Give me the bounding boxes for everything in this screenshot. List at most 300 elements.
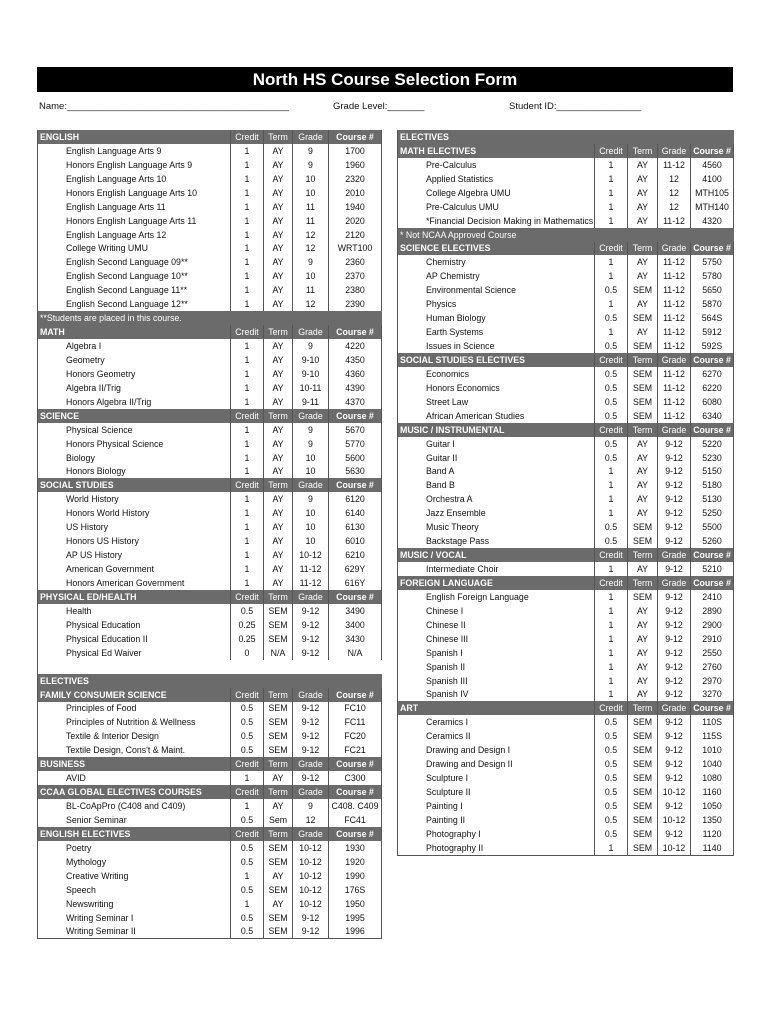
course-row[interactable] [398, 339, 734, 353]
grade-value: 9-12 [658, 451, 691, 465]
section-title: ART [398, 701, 595, 715]
student-info-line [37, 101, 733, 115]
course-row[interactable] [398, 590, 734, 604]
credit-value: 1 [231, 799, 264, 813]
course-number: 3400 [329, 618, 382, 632]
grade-value: 9 [293, 492, 329, 506]
section-note: * Not NCAA Approved Course [398, 228, 734, 242]
grade-header: Grade [658, 144, 691, 158]
course-row[interactable] [398, 283, 734, 297]
term-value: AY [264, 465, 293, 479]
section-title: BUSINESS [38, 757, 231, 771]
course-row[interactable] [38, 632, 382, 646]
credit-value: 1 [595, 255, 628, 269]
course-row[interactable] [38, 297, 382, 311]
course-row[interactable] [38, 353, 382, 367]
course-number: 4220 [329, 339, 382, 353]
grade-value: 11 [293, 283, 329, 297]
grade-value: 11-12 [658, 269, 691, 283]
course-name: Drawing and Design I [426, 745, 511, 756]
credit-value: 1 [231, 172, 264, 186]
term-value: SEM [628, 841, 658, 855]
term-value: AY [628, 172, 658, 186]
course-row[interactable] [38, 604, 382, 618]
term-value: AY [264, 353, 293, 367]
grade-value: 9-12 [658, 478, 691, 492]
course-row[interactable] [398, 827, 734, 841]
course-name: Pre-Calculus UMU [426, 201, 499, 212]
term-value: AY [264, 451, 293, 465]
course-row[interactable] [398, 562, 734, 576]
course-number-header: Course # [329, 757, 382, 771]
term-value: AY [264, 242, 293, 256]
course-number: 5210 [691, 562, 734, 576]
course-name: Physics [426, 299, 457, 310]
course-row[interactable] [38, 534, 382, 548]
electives-title-row [38, 674, 382, 688]
course-row[interactable] [38, 186, 382, 200]
course-row[interactable] [38, 367, 382, 381]
course-number: 2320 [329, 172, 382, 186]
term-header: Term [628, 548, 658, 562]
course-row[interactable] [398, 172, 734, 186]
course-number: 6140 [329, 506, 382, 520]
term-value: AY [628, 688, 658, 702]
course-name: Band B [426, 480, 455, 491]
grade-value: 9-12 [658, 646, 691, 660]
course-name: Human Biology [426, 313, 486, 324]
course-row[interactable] [38, 702, 382, 716]
credit-value: 0.5 [231, 911, 264, 925]
course-name: AVID [66, 773, 86, 784]
course-row[interactable] [38, 492, 382, 506]
course-row[interactable] [398, 660, 734, 674]
course-row[interactable] [398, 325, 734, 339]
course-number: 2370 [329, 269, 382, 283]
term-value: AY [264, 158, 293, 172]
course-row[interactable] [38, 228, 382, 242]
grade-value: 9-12 [293, 771, 329, 785]
course-row[interactable] [398, 604, 734, 618]
course-name: Spanish I [426, 647, 463, 658]
course-row[interactable] [38, 925, 382, 939]
course-name: Spanish II [426, 661, 466, 672]
course-name: Writing Seminar II [66, 926, 136, 937]
course-row[interactable] [38, 911, 382, 925]
course-row[interactable] [398, 214, 734, 228]
course-name: Physical Ed Waiver [66, 647, 142, 658]
course-row[interactable] [38, 548, 382, 562]
course-number: FC41 [329, 813, 382, 827]
grade-value: 10-12 [293, 897, 329, 911]
credit-value: 0.5 [595, 785, 628, 799]
grade-value: 9-12 [658, 632, 691, 646]
course-name: Ceramics I [426, 717, 469, 728]
course-row[interactable] [38, 729, 382, 743]
course-row[interactable] [38, 715, 382, 729]
grade-value: 9-12 [293, 702, 329, 716]
course-row[interactable] [398, 841, 734, 855]
right-course-table [397, 130, 734, 856]
section-spacer [38, 660, 382, 674]
term-value: AY [264, 506, 293, 520]
grade-value: 10-11 [293, 381, 329, 395]
term-value: SEM [264, 925, 293, 939]
course-row[interactable] [398, 646, 734, 660]
credit-value: 1 [231, 200, 264, 214]
course-row[interactable] [398, 409, 734, 423]
course-number: 1080 [691, 771, 734, 785]
course-name: Honors World History [66, 508, 150, 519]
course-row[interactable] [398, 799, 734, 813]
term-value: SEM [264, 702, 293, 716]
credit-header: Credit [595, 701, 628, 715]
credit-value: 1 [595, 325, 628, 339]
course-name: Honors Geometry [66, 368, 136, 379]
term-value: AY [628, 646, 658, 660]
term-header: Term [264, 785, 293, 799]
course-row[interactable] [38, 869, 382, 883]
course-name: Street Law [426, 396, 469, 407]
course-row[interactable] [398, 688, 734, 702]
grade-value: 10-12 [293, 841, 329, 855]
term-value: AY [628, 158, 658, 172]
course-row[interactable] [398, 534, 734, 548]
course-row[interactable] [398, 269, 734, 283]
course-number: 1990 [329, 869, 382, 883]
term-value: AY [264, 423, 293, 437]
course-name: Honors English Language Arts 10 [66, 187, 198, 198]
term-value: SEM [628, 590, 658, 604]
term-value: AY [264, 297, 293, 311]
term-header: Term [628, 242, 658, 256]
grade-value: 9-12 [293, 632, 329, 646]
grade-header: Grade [293, 478, 329, 492]
course-row[interactable] [38, 841, 382, 855]
course-number: 176S [329, 883, 382, 897]
course-number-header: Course # [329, 688, 382, 702]
course-name: Honors Biology [66, 466, 126, 477]
course-row[interactable] [398, 618, 734, 632]
course-row[interactable] [398, 715, 734, 729]
course-row[interactable] [38, 339, 382, 353]
course-number: 2890 [691, 604, 734, 618]
credit-value: 0.5 [231, 715, 264, 729]
course-name: Sculpture I [426, 773, 469, 784]
course-name: Creative Writing [66, 870, 129, 881]
course-row[interactable] [38, 214, 382, 228]
section-title: MATH ELECTIVES [398, 144, 595, 158]
term-value: AY [628, 562, 658, 576]
course-number-header: Course # [329, 130, 382, 144]
term-value: AY [264, 799, 293, 813]
course-name: Music Theory [426, 522, 479, 533]
credit-value: 1 [595, 674, 628, 688]
course-row[interactable] [398, 465, 734, 479]
course-name: Chinese II [426, 619, 466, 630]
course-number: 2120 [329, 228, 382, 242]
credit-value: 0.5 [595, 339, 628, 353]
credit-value: 1 [231, 255, 264, 269]
term-value: SEM [628, 771, 658, 785]
term-header: Term [628, 701, 658, 715]
course-row[interactable] [38, 646, 382, 660]
credit-value: 1 [231, 339, 264, 353]
credit-value: 1 [595, 632, 628, 646]
grade-value: 10 [293, 506, 329, 520]
course-name: Senior Seminar [66, 814, 127, 825]
course-row[interactable] [38, 618, 382, 632]
credit-value: 1 [231, 242, 264, 256]
course-name: Applied Statistics [426, 173, 493, 184]
credit-header: Credit [231, 478, 264, 492]
term-value: SEM [264, 715, 293, 729]
credit-value: 1 [231, 869, 264, 883]
credit-header: Credit [231, 130, 264, 144]
course-number: 1050 [691, 799, 734, 813]
course-name: Spanish III [426, 675, 468, 686]
course-row[interactable] [398, 632, 734, 646]
section-header-science [38, 409, 382, 423]
course-row[interactable] [38, 172, 382, 186]
term-value: AY [264, 437, 293, 451]
course-row[interactable] [398, 311, 734, 325]
course-number: 4390 [329, 381, 382, 395]
course-row[interactable] [398, 451, 734, 465]
grade-value: 9-12 [658, 520, 691, 534]
course-number: 5770 [329, 437, 382, 451]
term-value: AY [264, 576, 293, 590]
course-row[interactable] [398, 785, 734, 799]
term-value: AY [264, 172, 293, 186]
course-row[interactable] [398, 255, 734, 269]
credit-value: 1 [231, 186, 264, 200]
course-row[interactable] [38, 813, 382, 827]
grade-value: 10 [293, 520, 329, 534]
course-row[interactable] [38, 451, 382, 465]
credit-value: 1 [231, 228, 264, 242]
grade-value: 9-12 [293, 618, 329, 632]
term-value: SEM [264, 855, 293, 869]
course-row[interactable] [38, 269, 382, 283]
grade-value: 10 [293, 172, 329, 186]
course-row[interactable] [38, 883, 382, 897]
course-row[interactable] [38, 562, 382, 576]
course-number: 4370 [329, 395, 382, 409]
course-row[interactable] [398, 367, 734, 381]
course-row[interactable] [398, 520, 734, 534]
course-row[interactable] [38, 437, 382, 451]
course-number: 1140 [691, 841, 734, 855]
course-row[interactable] [38, 283, 382, 297]
grade-value: 9-12 [658, 743, 691, 757]
course-row[interactable] [398, 813, 734, 827]
course-row[interactable] [398, 200, 734, 214]
term-value: AY [264, 869, 293, 883]
grade-value: 10 [293, 451, 329, 465]
term-value: AY [628, 632, 658, 646]
course-name: US History [66, 522, 109, 533]
course-row[interactable] [38, 799, 382, 813]
course-row[interactable] [398, 743, 734, 757]
section-note-row [38, 311, 382, 325]
course-number: 616Y [329, 576, 382, 590]
right-course-column [397, 130, 734, 856]
course-row[interactable] [38, 506, 382, 520]
grade-value: 12 [658, 172, 691, 186]
term-header: Term [264, 827, 293, 841]
course-number: N/A [329, 646, 382, 660]
grade-value: 10-12 [293, 548, 329, 562]
term-header: Term [628, 576, 658, 590]
grade-value: 9-12 [293, 925, 329, 939]
course-name: Sculpture II [426, 787, 471, 798]
grade-value: 12 [293, 813, 329, 827]
credit-header: Credit [595, 353, 628, 367]
course-row[interactable] [38, 771, 382, 785]
course-row[interactable] [398, 757, 734, 771]
course-row[interactable] [38, 465, 382, 479]
course-number: 3490 [329, 604, 382, 618]
course-row[interactable] [398, 297, 734, 311]
section-header-english [38, 130, 382, 144]
grade-value: 10 [293, 269, 329, 283]
course-name: Physical Science [66, 424, 133, 435]
credit-value: 1 [231, 395, 264, 409]
course-number: 6120 [329, 492, 382, 506]
grade-value: 9-12 [293, 729, 329, 743]
grade-header: Grade [293, 827, 329, 841]
course-row[interactable] [398, 158, 734, 172]
course-row[interactable] [398, 437, 734, 451]
electives-title: ELECTIVES [38, 674, 382, 688]
course-name: Backstage Pass [426, 536, 490, 547]
course-row[interactable] [398, 771, 734, 785]
course-row[interactable] [38, 200, 382, 214]
course-row[interactable] [38, 897, 382, 911]
section-title: SCIENCE ELECTIVES [398, 242, 595, 256]
course-row[interactable] [398, 381, 734, 395]
grade-value: 9 [293, 799, 329, 813]
credit-value: 0.5 [595, 743, 628, 757]
grade-value: 12 [293, 242, 329, 256]
grade-level-field[interactable]: Grade Level:_______ [333, 101, 425, 112]
term-header: Term [264, 757, 293, 771]
course-row[interactable] [38, 743, 382, 757]
course-name: Painting I [426, 800, 463, 811]
grade-value: 11-12 [658, 158, 691, 172]
term-value: AY [264, 381, 293, 395]
course-row[interactable] [38, 144, 382, 158]
credit-value: 1 [231, 506, 264, 520]
course-row[interactable] [398, 674, 734, 688]
term-value: AY [264, 144, 293, 158]
credit-value: 0.5 [231, 883, 264, 897]
credit-value: 0.5 [231, 604, 264, 618]
course-row[interactable] [38, 381, 382, 395]
course-row[interactable] [398, 492, 734, 506]
term-value: AY [628, 214, 658, 228]
grade-value: 11-12 [658, 297, 691, 311]
grade-value: 9-12 [658, 674, 691, 688]
grade-header: Grade [658, 242, 691, 256]
term-value: SEM [628, 534, 658, 548]
course-row[interactable] [38, 255, 382, 269]
term-value: AY [264, 339, 293, 353]
course-row[interactable] [398, 478, 734, 492]
course-row[interactable] [38, 855, 382, 869]
grade-value: 11-12 [658, 311, 691, 325]
credit-header: Credit [231, 409, 264, 423]
course-number: 5750 [691, 255, 734, 269]
grade-value: 9-12 [658, 660, 691, 674]
term-value: SEM [628, 283, 658, 297]
course-row[interactable] [38, 395, 382, 409]
course-row[interactable] [38, 158, 382, 172]
student-id-field[interactable]: Student ID:________________ [509, 101, 642, 112]
credit-value: 1 [595, 688, 628, 702]
course-number-header: Course # [329, 325, 382, 339]
course-name: Poetry [66, 842, 92, 853]
course-row[interactable] [398, 506, 734, 520]
course-row[interactable] [398, 395, 734, 409]
course-row[interactable] [398, 186, 734, 200]
credit-value: 1 [231, 534, 264, 548]
term-value: SEM [628, 785, 658, 799]
course-row[interactable] [38, 242, 382, 256]
name-field[interactable]: Name:__________________________________________ [39, 101, 289, 112]
credit-header: Credit [231, 757, 264, 771]
course-name: American Government [66, 564, 155, 575]
grade-value: 12 [658, 200, 691, 214]
credit-value: 1 [231, 283, 264, 297]
course-name: Painting II [426, 814, 466, 825]
course-number: 5870 [691, 297, 734, 311]
course-number: 6340 [691, 409, 734, 423]
credit-value: 0.25 [231, 632, 264, 646]
grade-value: 9-10 [293, 367, 329, 381]
term-value: SEM [264, 604, 293, 618]
course-number: 2010 [329, 186, 382, 200]
course-row[interactable] [38, 576, 382, 590]
course-number: 6080 [691, 395, 734, 409]
grade-header: Grade [293, 409, 329, 423]
course-row[interactable] [38, 423, 382, 437]
course-number: 5130 [691, 492, 734, 506]
course-number: FC11 [329, 715, 382, 729]
credit-value: 1 [231, 297, 264, 311]
course-number-header: Course # [691, 144, 734, 158]
course-row[interactable] [398, 729, 734, 743]
term-value: AY [264, 395, 293, 409]
term-value: SEM [264, 911, 293, 925]
course-name: Honors English Language Arts 9 [66, 159, 193, 170]
grade-value: 11-12 [658, 367, 691, 381]
course-name: African American Studies [426, 410, 525, 421]
course-number: 1350 [691, 813, 734, 827]
course-name: Issues in Science [426, 341, 495, 352]
grade-header: Grade [293, 130, 329, 144]
course-name: Environmental Science [426, 285, 516, 296]
course-number-header: Course # [691, 423, 734, 437]
credit-value: 1 [595, 269, 628, 283]
grade-value: 9-12 [293, 743, 329, 757]
section-header-ccaa-global-electives-courses [38, 785, 382, 799]
term-value: SEM [628, 715, 658, 729]
credit-value: 1 [595, 646, 628, 660]
course-row[interactable] [38, 520, 382, 534]
grade-value: 9-12 [658, 562, 691, 576]
